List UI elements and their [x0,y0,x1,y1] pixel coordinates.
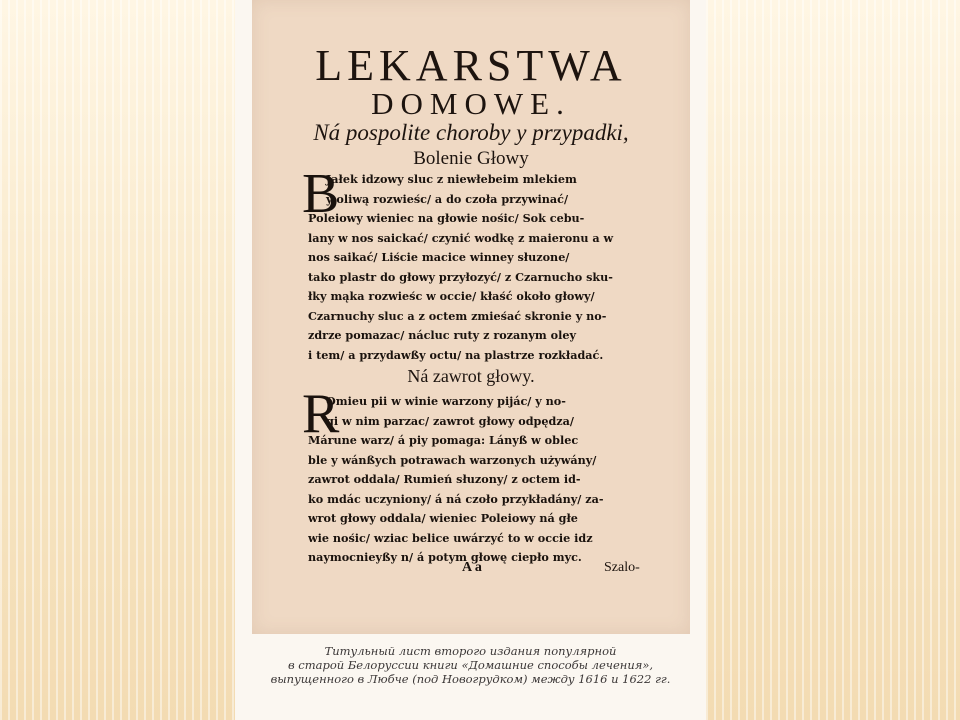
section-heading-headache: Bolenie Głowy [413,148,529,169]
text-line: tako plastr do głowy przyłozyć/ z Czarnucho sku- [308,269,613,284]
section-text-dizziness [308,392,668,568]
text-line: wie nośic/ wziac belice uwárzyć to w occie idz [308,530,593,545]
text-line: Márune warz/ á piy pomaga: Lányß w oblec [308,433,579,447]
text-line: ko mdác uczyniony/ á ná czoło przykładány/ za- [308,491,604,506]
text-line: Poleiowy wieniec na głowie nośic/ Sok cebu- [308,211,585,225]
text-line: naymocnieyßy n/ á potym głowę ciepło myc. [308,550,582,564]
page-subtitle: Ná pospolite choroby y przypadki, [313,120,629,145]
text-line: nos saikać/ Liście macice winney słuzone/ [308,250,570,264]
slide-background-right [706,0,960,720]
section-heading-dizziness: Ná zawrot głowy. [407,366,535,386]
section-text-headache [308,170,668,365]
scanned-book-image [235,0,706,720]
caption-line: выпущенного в Любче (под Новогрудком) между 1616 и 1622 гг. [270,672,671,686]
text-line: Czarnuchy sluc a z octem zmieśać skronie y no- [308,308,607,323]
book-page [252,0,690,634]
signature-mark: A a [462,560,482,575]
text-line: gi w nim parzac/ zawrot głowy odpędza/ [326,413,574,428]
text-line: Omieu pii w winie warzony pijác/ y no- [326,394,566,408]
text-line: i tem/ a przydawßy octu/ na plastrze rozkładać. [308,347,604,362]
text-line: zdrze pomazac/ nácluc ruty z rozanym oley [308,328,576,342]
text-line: wrot głowy oddala/ wieniec Poleiowy ná głe [308,511,578,525]
catchword: Szalo- [604,560,640,575]
text-line: zawrot oddala/ Rumień słuzony/ z octem id- [308,472,581,486]
page-title: LEKARSTWA [315,41,627,90]
caption-line: в старой Белоруссии книги «Домашние способы лечения», [287,658,654,672]
page-title-line2: DOMOWE. [371,86,571,121]
caption-line: Титульный лист второго издания популярной [324,644,617,658]
text-line: ble y wánßych potrawach warzonych używány/ [308,452,597,467]
drop-cap-r: R [302,383,340,445]
text-line: y oliwą rozwieśc/ a do czoła przywinać/ [326,191,569,206]
slide-background-left [0,0,235,720]
image-caption [235,644,706,686]
text-line: lany w nos saickać/ czynić wodkę z maieronu a w [308,230,614,245]
text-line: łky mąka rozwieśc w occie/ kłaść około głowy/ [308,289,595,303]
text-line: Jałek idzowy sluc z niewłebeim mlekiem [326,172,577,186]
drop-cap-b: B [302,163,340,225]
